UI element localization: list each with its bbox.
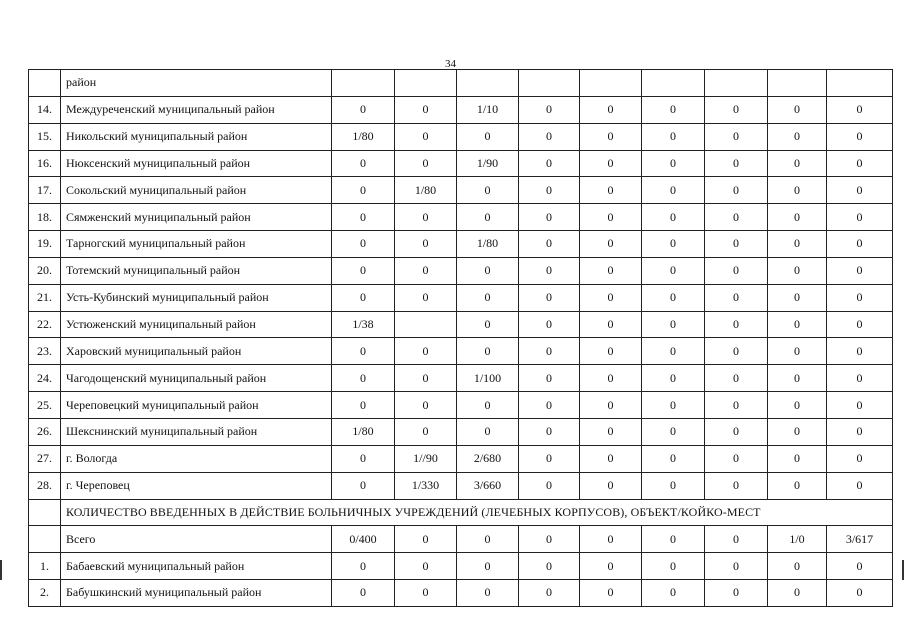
value-cell: 0 bbox=[580, 123, 642, 150]
district-name: Чагодощенский муниципальный район bbox=[61, 365, 332, 392]
value-cell: 0 bbox=[705, 580, 768, 607]
section-title: КОЛИЧЕСТВО ВВЕДЕННЫХ В ДЕЙСТВИЕ БОЛЬНИЧНЫХ УЧРЕЖДЕНИЙ (ЛЕЧЕБНЫХ КОРПУСОВ), ОБЪЕКТ/КОЙКО-МЕСТ bbox=[61, 499, 893, 526]
table-row bbox=[29, 580, 893, 607]
value-cell bbox=[332, 70, 395, 97]
value-cell: 1/330 bbox=[395, 472, 457, 499]
value-cell: 0 bbox=[332, 392, 395, 419]
value-cell: 0 bbox=[457, 338, 519, 365]
value-cell: 0 bbox=[827, 338, 893, 365]
value-cell: 0 bbox=[827, 472, 893, 499]
value-cell: 0 bbox=[519, 150, 580, 177]
value-cell: 0 bbox=[768, 177, 827, 204]
row-number: 27. bbox=[29, 445, 61, 472]
value-cell: 0 bbox=[580, 150, 642, 177]
value-cell: 0 bbox=[642, 338, 705, 365]
value-cell: 1/100 bbox=[457, 365, 519, 392]
value-cell: 0 bbox=[332, 204, 395, 231]
table-row bbox=[29, 150, 893, 177]
district-name: Сокольский муниципальный район bbox=[61, 177, 332, 204]
value-cell: 0 bbox=[332, 96, 395, 123]
value-cell: 0 bbox=[642, 392, 705, 419]
table-row bbox=[29, 284, 893, 311]
value-cell: 0 bbox=[332, 177, 395, 204]
value-cell: 0 bbox=[827, 123, 893, 150]
value-cell: 0 bbox=[642, 204, 705, 231]
table-row bbox=[29, 96, 893, 123]
value-cell: 0 bbox=[768, 150, 827, 177]
table-row bbox=[29, 257, 893, 284]
value-cell: 0 bbox=[827, 204, 893, 231]
district-name: Нюксенский муниципальный район bbox=[61, 150, 332, 177]
section-header-row bbox=[29, 499, 893, 526]
value-cell: 0 bbox=[519, 418, 580, 445]
page-number: 34 bbox=[445, 58, 456, 70]
value-cell: 0 bbox=[457, 553, 519, 580]
table-row bbox=[29, 177, 893, 204]
value-cell: 0 bbox=[580, 472, 642, 499]
row-number: 18. bbox=[29, 204, 61, 231]
value-cell: 0 bbox=[642, 284, 705, 311]
value-cell: 0 bbox=[395, 96, 457, 123]
value-cell: 0 bbox=[768, 472, 827, 499]
value-cell: 1/90 bbox=[457, 150, 519, 177]
row-number: 15. bbox=[29, 123, 61, 150]
value-cell: 0 bbox=[642, 418, 705, 445]
district-name: Череповецкий муниципальный район bbox=[61, 392, 332, 419]
value-cell bbox=[580, 70, 642, 97]
value-cell: 0 bbox=[580, 365, 642, 392]
value-cell: 0 bbox=[395, 338, 457, 365]
value-cell: 0 bbox=[457, 526, 519, 553]
row-number: 22. bbox=[29, 311, 61, 338]
value-cell: 0 bbox=[705, 418, 768, 445]
value-cell: 0 bbox=[705, 445, 768, 472]
value-cell: 1/38 bbox=[332, 311, 395, 338]
value-cell: 0 bbox=[580, 553, 642, 580]
table-row bbox=[29, 231, 893, 258]
value-cell: 0 bbox=[827, 580, 893, 607]
value-cell: 0 bbox=[395, 284, 457, 311]
value-cell: 0 bbox=[705, 392, 768, 419]
value-cell: 0 bbox=[519, 365, 580, 392]
value-cell: 0 bbox=[580, 338, 642, 365]
value-cell: 0 bbox=[332, 580, 395, 607]
value-cell: 0 bbox=[827, 177, 893, 204]
value-cell: 0 bbox=[457, 123, 519, 150]
value-cell: 0 bbox=[519, 257, 580, 284]
value-cell: 0 bbox=[519, 472, 580, 499]
value-cell: 0 bbox=[580, 445, 642, 472]
value-cell: 0 bbox=[768, 284, 827, 311]
value-cell: 0 bbox=[395, 418, 457, 445]
value-cell: 0 bbox=[332, 472, 395, 499]
value-cell: 0 bbox=[827, 553, 893, 580]
value-cell: 0 bbox=[768, 204, 827, 231]
value-cell: 0 bbox=[642, 257, 705, 284]
total-row bbox=[29, 526, 893, 553]
value-cell: 0 bbox=[642, 311, 705, 338]
data-table bbox=[28, 69, 893, 607]
value-cell: 0 bbox=[827, 284, 893, 311]
value-cell: 0 bbox=[705, 96, 768, 123]
value-cell: 0 bbox=[642, 231, 705, 258]
table-row bbox=[29, 338, 893, 365]
value-cell: 0 bbox=[519, 338, 580, 365]
row-number: 16. bbox=[29, 150, 61, 177]
district-name: Никольский муниципальный район bbox=[61, 123, 332, 150]
value-cell: 0 bbox=[332, 365, 395, 392]
table-row bbox=[29, 445, 893, 472]
value-cell: 0 bbox=[457, 177, 519, 204]
row-number: 20. bbox=[29, 257, 61, 284]
value-cell: 0 bbox=[705, 231, 768, 258]
value-cell: 0 bbox=[395, 365, 457, 392]
value-cell: 0 bbox=[395, 526, 457, 553]
value-cell: 0 bbox=[642, 526, 705, 553]
value-cell: 0 bbox=[332, 445, 395, 472]
value-cell: 1/80 bbox=[457, 231, 519, 258]
row-number: 21. bbox=[29, 284, 61, 311]
value-cell: 0 bbox=[519, 231, 580, 258]
value-cell bbox=[519, 70, 580, 97]
value-cell: 0 bbox=[580, 177, 642, 204]
district-name: Бабушкинский муниципальный район bbox=[61, 580, 332, 607]
value-cell: 0 bbox=[519, 526, 580, 553]
value-cell: 0 bbox=[457, 311, 519, 338]
value-cell: 0 bbox=[519, 392, 580, 419]
value-cell bbox=[768, 70, 827, 97]
row-number: 25. bbox=[29, 392, 61, 419]
district-name: Междуреченский муниципальный район bbox=[61, 96, 332, 123]
district-name: Тарногский муниципальный район bbox=[61, 231, 332, 258]
table-row bbox=[29, 204, 893, 231]
value-cell: 1//90 bbox=[395, 445, 457, 472]
value-cell: 0 bbox=[457, 418, 519, 445]
value-cell: 0 bbox=[457, 392, 519, 419]
value-cell: 0 bbox=[519, 177, 580, 204]
table-row bbox=[29, 418, 893, 445]
value-cell: 0 bbox=[457, 257, 519, 284]
value-cell: 3/660 bbox=[457, 472, 519, 499]
table-row bbox=[29, 472, 893, 499]
value-cell: 0 bbox=[395, 257, 457, 284]
value-cell: 0 bbox=[768, 553, 827, 580]
value-cell: 1/80 bbox=[332, 123, 395, 150]
value-cell: 0 bbox=[642, 472, 705, 499]
value-cell: 0 bbox=[519, 553, 580, 580]
value-cell: 0 bbox=[519, 445, 580, 472]
district-name: Усть-Кубинский муниципальный район bbox=[61, 284, 332, 311]
value-cell: 0 bbox=[768, 257, 827, 284]
value-cell: 0 bbox=[395, 231, 457, 258]
value-cell: 0 bbox=[768, 445, 827, 472]
value-cell: 0 bbox=[768, 580, 827, 607]
value-cell: 0 bbox=[332, 284, 395, 311]
value-cell: 0 bbox=[642, 96, 705, 123]
row-number: 28. bbox=[29, 472, 61, 499]
value-cell: 0 bbox=[827, 392, 893, 419]
value-cell: 0 bbox=[580, 526, 642, 553]
value-cell: 0 bbox=[332, 338, 395, 365]
value-cell: 0 bbox=[827, 150, 893, 177]
value-cell: 0 bbox=[395, 580, 457, 607]
row-number: 17. bbox=[29, 177, 61, 204]
district-name: Сямженский муниципальный район bbox=[61, 204, 332, 231]
value-cell: 0 bbox=[580, 96, 642, 123]
row-number bbox=[29, 70, 61, 97]
value-cell: 0 bbox=[519, 96, 580, 123]
district-name: Харовский муниципальный район bbox=[61, 338, 332, 365]
value-cell: 0 bbox=[519, 284, 580, 311]
value-cell: 0 bbox=[768, 123, 827, 150]
value-cell: 0 bbox=[705, 257, 768, 284]
value-cell: 0 bbox=[705, 311, 768, 338]
value-cell: 3/617 bbox=[827, 526, 893, 553]
value-cell: 0 bbox=[705, 177, 768, 204]
district-name: Всего bbox=[61, 526, 332, 553]
value-cell: 0 bbox=[642, 123, 705, 150]
district-name: Бабаевский муниципальный район bbox=[61, 553, 332, 580]
row-number bbox=[29, 526, 61, 553]
table-row bbox=[29, 365, 893, 392]
row-number: 14. bbox=[29, 96, 61, 123]
value-cell: 0 bbox=[519, 311, 580, 338]
value-cell: 0 bbox=[642, 365, 705, 392]
value-cell: 1/10 bbox=[457, 96, 519, 123]
value-cell: 0 bbox=[827, 311, 893, 338]
value-cell: 0 bbox=[395, 553, 457, 580]
value-cell: 0 bbox=[827, 96, 893, 123]
value-cell: 0 bbox=[768, 338, 827, 365]
table-row bbox=[29, 70, 893, 97]
value-cell: 0 bbox=[827, 445, 893, 472]
value-cell bbox=[705, 70, 768, 97]
scan-edge-mark-right bbox=[902, 560, 904, 580]
value-cell: 0 bbox=[827, 365, 893, 392]
value-cell: 0 bbox=[827, 231, 893, 258]
value-cell: 0 bbox=[519, 580, 580, 607]
scan-edge-mark-left bbox=[0, 560, 2, 580]
value-cell: 0 bbox=[395, 204, 457, 231]
value-cell: 0 bbox=[519, 123, 580, 150]
value-cell bbox=[395, 70, 457, 97]
value-cell bbox=[395, 311, 457, 338]
value-cell: 0 bbox=[705, 150, 768, 177]
value-cell: 0 bbox=[332, 231, 395, 258]
value-cell: 0 bbox=[768, 311, 827, 338]
district-name: г. Череповец bbox=[61, 472, 332, 499]
row-number: 23. bbox=[29, 338, 61, 365]
value-cell: 1/80 bbox=[332, 418, 395, 445]
value-cell: 0 bbox=[642, 445, 705, 472]
value-cell: 2/680 bbox=[457, 445, 519, 472]
district-name: Устюженский муниципальный район bbox=[61, 311, 332, 338]
district-name: г. Вологда bbox=[61, 445, 332, 472]
value-cell: 0 bbox=[395, 150, 457, 177]
value-cell: 1/0 bbox=[768, 526, 827, 553]
row-number: 2. bbox=[29, 580, 61, 607]
value-cell: 0 bbox=[768, 231, 827, 258]
value-cell: 0 bbox=[332, 257, 395, 284]
value-cell: 0 bbox=[768, 365, 827, 392]
value-cell bbox=[827, 70, 893, 97]
district-name: район bbox=[61, 70, 332, 97]
value-cell: 1/80 bbox=[395, 177, 457, 204]
value-cell: 0 bbox=[768, 418, 827, 445]
value-cell: 0 bbox=[457, 204, 519, 231]
value-cell: 0 bbox=[705, 338, 768, 365]
value-cell: 0 bbox=[705, 526, 768, 553]
table-row bbox=[29, 311, 893, 338]
value-cell: 0 bbox=[395, 123, 457, 150]
value-cell: 0 bbox=[705, 553, 768, 580]
value-cell: 0 bbox=[580, 392, 642, 419]
value-cell: 0 bbox=[580, 204, 642, 231]
value-cell: 0 bbox=[705, 123, 768, 150]
value-cell: 0 bbox=[580, 284, 642, 311]
row-number: 1. bbox=[29, 553, 61, 580]
value-cell: 0 bbox=[642, 580, 705, 607]
row-number: 19. bbox=[29, 231, 61, 258]
value-cell: 0 bbox=[395, 392, 457, 419]
value-cell: 0 bbox=[642, 150, 705, 177]
value-cell: 0 bbox=[580, 418, 642, 445]
table-body bbox=[29, 70, 893, 607]
value-cell: 0 bbox=[580, 231, 642, 258]
value-cell: 0 bbox=[457, 580, 519, 607]
value-cell bbox=[457, 70, 519, 97]
row-number: 26. bbox=[29, 418, 61, 445]
value-cell: 0 bbox=[580, 257, 642, 284]
district-name: Тотемский муниципальный район bbox=[61, 257, 332, 284]
value-cell: 0 bbox=[768, 392, 827, 419]
row-number: 24. bbox=[29, 365, 61, 392]
district-name: Шекснинский муниципальный район bbox=[61, 418, 332, 445]
value-cell: 0 bbox=[642, 553, 705, 580]
value-cell: 0 bbox=[768, 96, 827, 123]
value-cell: 0 bbox=[580, 311, 642, 338]
value-cell: 0 bbox=[457, 284, 519, 311]
table-row bbox=[29, 553, 893, 580]
value-cell: 0 bbox=[705, 204, 768, 231]
section-header-spacer bbox=[29, 499, 61, 526]
value-cell: 0 bbox=[827, 418, 893, 445]
value-cell: 0 bbox=[827, 257, 893, 284]
value-cell bbox=[642, 70, 705, 97]
value-cell: 0 bbox=[705, 284, 768, 311]
value-cell: 0 bbox=[332, 150, 395, 177]
value-cell: 0 bbox=[705, 365, 768, 392]
value-cell: 0 bbox=[519, 204, 580, 231]
table-row bbox=[29, 392, 893, 419]
table-row bbox=[29, 123, 893, 150]
value-cell: 0 bbox=[332, 553, 395, 580]
value-cell: 0/400 bbox=[332, 526, 395, 553]
value-cell: 0 bbox=[705, 472, 768, 499]
value-cell: 0 bbox=[642, 177, 705, 204]
value-cell: 0 bbox=[580, 580, 642, 607]
